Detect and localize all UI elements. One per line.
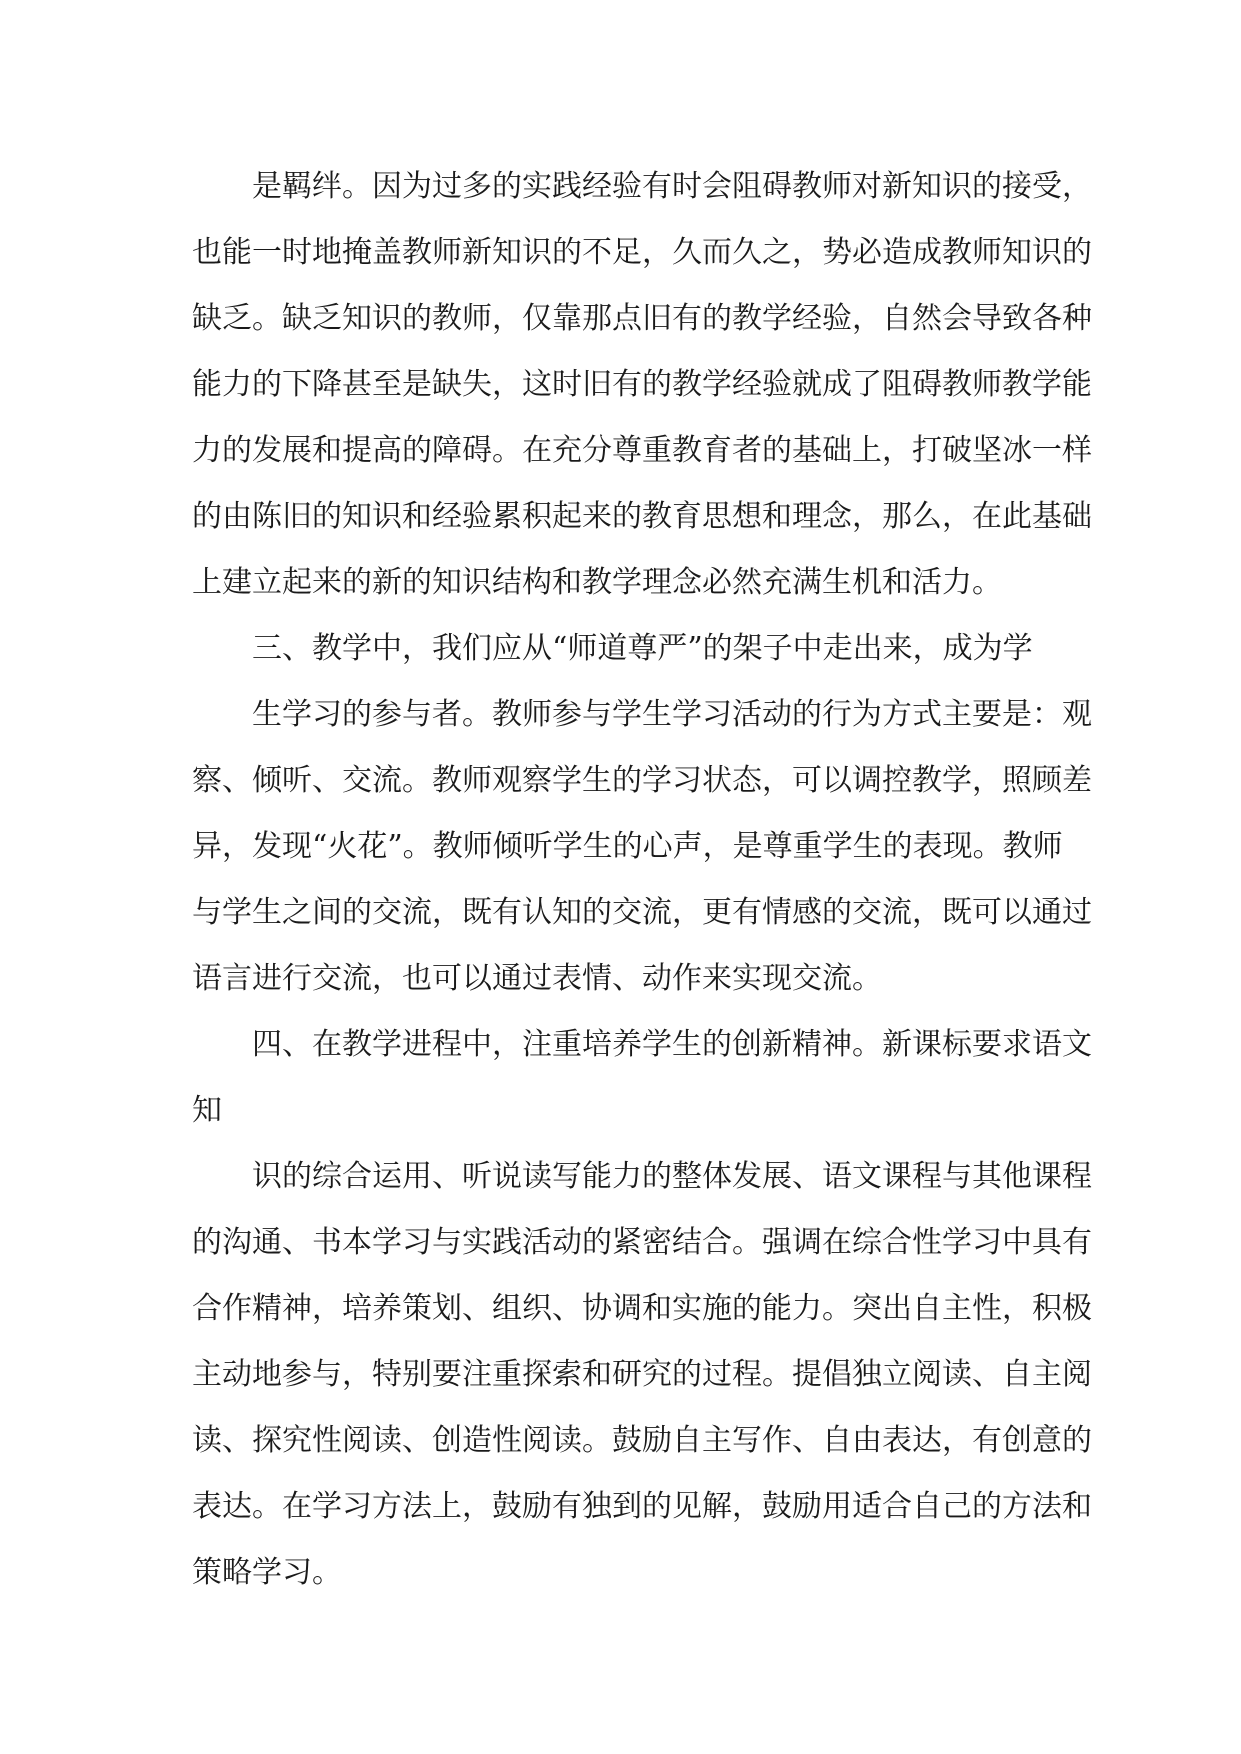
text-line: 也能一时地掩盖教师新知识的不足，久而久之，势必造成教师知识的 xyxy=(192,235,1092,270)
text-line: 察、倾听、交流。教师观察学生的学习状态，可以调控教学，照顾差 xyxy=(192,763,1092,798)
text-line: 异，发现“火花”。教师倾听学生的心声，是尊重学生的表现。教师 xyxy=(192,829,1063,864)
text-line: 读、探究性阅读、创造性阅读。鼓励自主写作、自由表达，有创意的 xyxy=(192,1423,1092,1458)
text-line: 合作精神，培养策划、组织、协调和实施的能力。突出自主性，积极 xyxy=(192,1291,1092,1326)
text-line: 的由陈旧的知识和经验累积起来的教育思想和理念，那么，在此基础 xyxy=(192,499,1092,534)
text-line: 上建立起来的新的知识结构和教学理念必然充满生机和活力。 xyxy=(192,565,1002,600)
text-line: 力的发展和提高的障碍。在充分尊重教育者的基础上，打破坚冰一样 xyxy=(192,433,1092,468)
text-line: 的沟通、书本学习与实践活动的紧密结合。强调在综合性学习中具有 xyxy=(192,1225,1092,1260)
section-heading-3: 三、教学中，我们应从“师道尊严”的架子中走出来，成为学 xyxy=(252,631,1033,666)
text-line: 能力的下降甚至是缺失，这时旧有的教学经验就成了阻碍教师教学能 xyxy=(192,367,1092,402)
text-line: 策略学习。 xyxy=(192,1555,342,1590)
text-line: 与学生之间的交流，既有认知的交流，更有情感的交流，既可以通过 xyxy=(192,895,1092,930)
text-line: 缺乏。缺乏知识的教师，仅靠那点旧有的教学经验，自然会导致各种 xyxy=(192,301,1092,336)
text-line: 生学习的参与者。教师参与学生学习活动的行为方式主要是：观 xyxy=(252,697,1092,732)
section-heading-4: 四、在教学进程中，注重培养学生的创新精神。新课标要求语文 xyxy=(252,1027,1092,1062)
text-line: 语言进行交流，也可以通过表情、动作来实现交流。 xyxy=(192,961,882,996)
text-line: 主动地参与，特别要注重探索和研究的过程。提倡独立阅读、自主阅 xyxy=(192,1357,1092,1392)
body-text xyxy=(192,154,1092,1606)
text-line: 表达。在学习方法上，鼓励有独到的见解，鼓励用适合自己的方法和 xyxy=(192,1489,1092,1524)
text-line: 识的综合运用、听说读写能力的整体发展、语文课程与其他课程 xyxy=(252,1159,1092,1194)
text-line: 知 xyxy=(192,1093,222,1128)
text-line: 是羁绊。因为过多的实践经验有时会阻碍教师对新知识的接受， xyxy=(252,169,1092,204)
